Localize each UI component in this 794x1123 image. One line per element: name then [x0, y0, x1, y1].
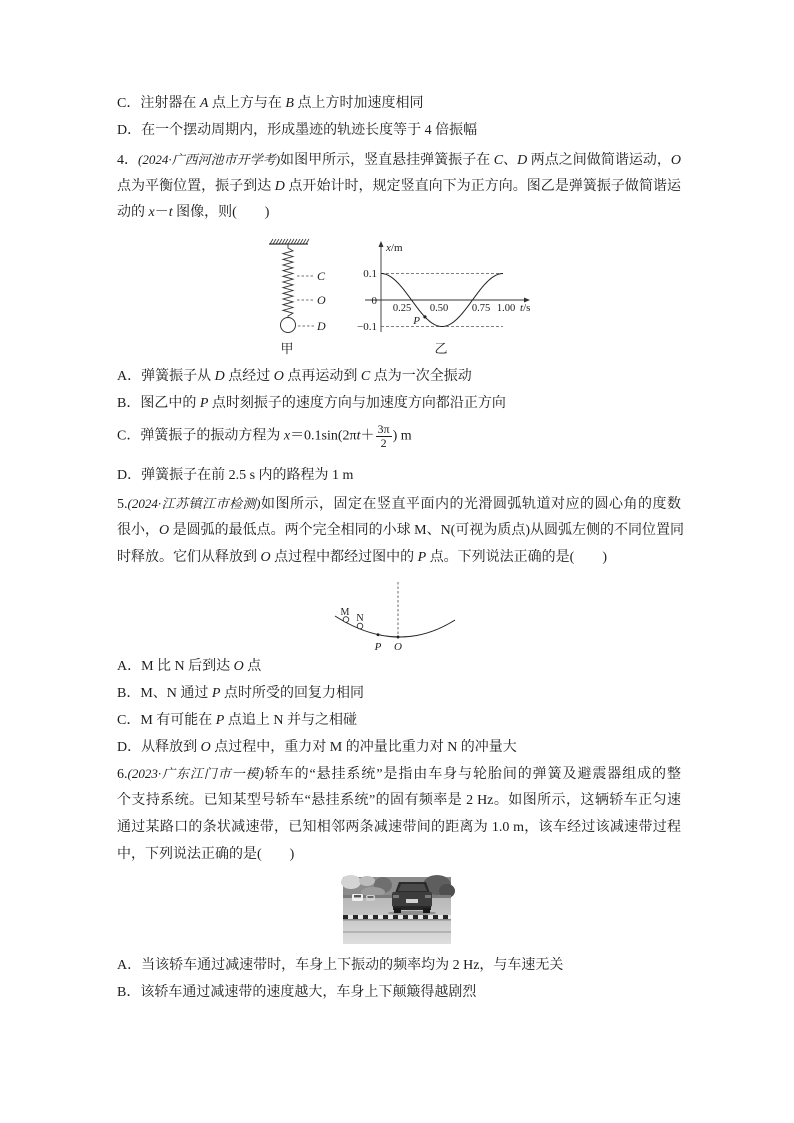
label-m: M: [340, 607, 350, 618]
q4-option-d: [117, 466, 353, 486]
math-symbol: P: [199, 396, 209, 411]
text-run: ) m: [392, 428, 412, 444]
text-run: B．图乙中的: [117, 396, 200, 411]
text-run: 点开始计时，规定竖直向下为正方向。图乙是弹簧振子做简谐运: [284, 179, 682, 194]
fraction-numerator: 3π: [377, 422, 390, 436]
x-tick-label: 0.75: [471, 303, 491, 314]
text-run: －: [154, 205, 169, 220]
math-symbol: P: [215, 713, 225, 728]
math-symbol: C: [493, 153, 504, 168]
text-run: A．当该轿车通过减速带时，车身上下振动的频率均为 2 Hz，与车速无关: [117, 958, 564, 973]
q6-stem-line-2: [117, 791, 681, 811]
math-symbol: O: [233, 659, 244, 674]
text-run: ＋: [360, 428, 375, 444]
math-symbol: P: [211, 686, 221, 701]
label-c: C: [317, 269, 326, 283]
text-run: 点。下列说法正确的是( ): [426, 550, 608, 565]
math-symbol: O: [670, 153, 682, 168]
text-run: 点再运动到: [283, 369, 361, 384]
text-run: 点上方时加速度相同: [293, 96, 424, 111]
text-run: D．从释放到: [117, 740, 201, 755]
q4-option-c: [117, 423, 412, 450]
y-tick-bottom: −0.1: [357, 321, 377, 333]
q4-stem-line-1: [117, 150, 681, 171]
text-run: 点经过: [224, 369, 274, 384]
y-axis-symbol: x: [386, 242, 391, 254]
point-p-label: P: [413, 315, 420, 327]
text-run: A．M 比 N 后到达: [117, 659, 234, 674]
spring-coil: [283, 244, 293, 318]
x-axis-symbol: t: [520, 302, 524, 314]
math-symbol: P: [417, 550, 427, 565]
text-run: 很小，: [117, 523, 159, 538]
arc-track: [335, 616, 455, 637]
q3-option-d: [117, 121, 477, 141]
text-run: 4．: [117, 153, 139, 168]
math-symbol: t: [168, 205, 173, 220]
text-run: C．弹簧振子的振动方程为: [117, 428, 284, 444]
x-axis-unit: /s: [523, 302, 531, 314]
text-run: 点时刻振子的速度方向与加速度方向都沿正方向: [208, 396, 506, 411]
y-axis-arrow: [379, 241, 384, 247]
y-axis-label: [385, 242, 403, 254]
label-n: N: [356, 613, 364, 624]
text-run: 如图甲所示，竖直悬挂弹簧振子在: [280, 153, 494, 168]
arc-track-figure: [330, 578, 460, 654]
math-symbol: B: [285, 96, 294, 111]
q5-stem-line-3: [117, 548, 607, 568]
text-run: 点过程中都经过图中的: [270, 550, 418, 565]
text-run: ＝0.1sin(2π: [290, 428, 357, 444]
ceiling-hatch: [270, 239, 309, 244]
text-run: 图像，则( ): [172, 205, 270, 220]
math-symbol: O: [159, 523, 170, 538]
source-tag: (2024·江苏镇江市检测): [127, 496, 261, 511]
text-run: 6.: [117, 767, 128, 782]
text-run: 点: [243, 659, 262, 674]
y-tick-zero: 0: [371, 295, 377, 307]
q6-option-a: [117, 956, 563, 976]
point-o-marker: [397, 636, 400, 639]
math-symbol: D: [517, 153, 528, 168]
math-symbol: x: [148, 205, 155, 220]
fraction: [376, 423, 392, 450]
oscillator-ball: [281, 318, 296, 333]
math-symbol: A: [199, 96, 209, 111]
q5-stem-line-1: [117, 494, 681, 515]
figure-caption-yi: 乙: [434, 341, 448, 356]
x-axis-label: [520, 302, 530, 314]
math-symbol: t: [356, 428, 361, 444]
text-run: C．注射器在: [117, 96, 200, 111]
q5-option-a: [117, 657, 261, 677]
y-tick-top: 0.1: [363, 268, 377, 280]
point-p-marker: [377, 633, 380, 636]
x-tick-label: 1.00: [496, 303, 516, 314]
text-run: 点追上 N 并与之相碰: [224, 713, 357, 728]
math-symbol: O: [260, 550, 271, 565]
text-run: 、: [503, 153, 518, 168]
source-tag: (2024·广西河池市开学考): [138, 152, 281, 167]
text-run: C．M 有可能在: [117, 713, 216, 728]
q5-option-d: [117, 738, 517, 758]
label-o: O: [317, 293, 326, 307]
text-run: D．弹簧振子在前 2.5 s 内的路程为 1 m: [117, 468, 354, 483]
text-run: 个支持系统。已知某型号轿车“悬挂系统”的固有频率是 2 Hz。如图所示，这辆轿车正匀速: [117, 793, 681, 808]
label-p: P: [374, 641, 382, 653]
text-run: D．在一个摆动周期内，形成墨迹的轨迹长度等于 4 倍振幅: [117, 123, 478, 138]
text-run: 是圆弧的最低点。两个完全相同的小球 M、N(可视为质点)从圆弧左侧的不同位置同: [169, 523, 685, 538]
text-run: 轿车的“悬挂系统”是指由车身与轮胎间的弹簧及避震器组成的整: [263, 767, 681, 782]
math-symbol: O: [200, 740, 211, 755]
text-run: 5.: [117, 497, 128, 512]
math-symbol: O: [273, 369, 284, 384]
label-d: D: [317, 319, 326, 333]
q6-stem-line-1: [117, 764, 681, 785]
text-run: 点为一次全振动: [370, 369, 472, 384]
text-run: 如图所示，固定在竖直平面内的光滑圆弧轨道对应的圆心角的度数: [260, 497, 681, 512]
text-run: A．弹簧振子从: [117, 369, 215, 384]
text-run: 点为平衡位置，振子到达: [117, 179, 275, 194]
x-tick-label: 0.25: [392, 303, 412, 314]
photo-speed-bump: [343, 915, 451, 919]
photo-speed-bump-shadow: [343, 919, 451, 921]
text-run: B．该轿车通过减速带的速度越大，车身上下颠簸得越剧烈: [117, 985, 477, 1000]
text-run: 两点之间做简谐运动，: [527, 153, 671, 168]
math-symbol: x: [283, 428, 291, 444]
point-p-marker: [423, 315, 426, 318]
label-o: O: [394, 641, 402, 653]
figure-caption-jia: 甲: [280, 341, 294, 356]
y-axis-unit: /m: [390, 242, 403, 254]
text-run: 通过某路口的条状减速带，已知相邻两条减速带间的距离为 1.0 m，该车经过该减速带过程: [117, 820, 681, 835]
q4-option-a: [117, 367, 472, 387]
fraction-denominator: 2: [380, 436, 387, 450]
q6-stem-line-4: [117, 845, 294, 865]
text-run: 点上方与在: [208, 96, 286, 111]
math-symbol: D: [274, 179, 285, 194]
text-run: 动的: [117, 205, 149, 220]
q6-option-b: [117, 983, 476, 1003]
q6-stem-line-3: [117, 818, 681, 838]
ball-n: [357, 623, 363, 629]
x-t-graph: [350, 236, 540, 358]
source-tag: (2023·广东江门市一模): [127, 766, 264, 781]
text-run: B．M、N 通过: [117, 686, 212, 701]
math-symbol: D: [214, 369, 225, 384]
speed-bump-photo: [343, 877, 451, 944]
spring-oscillator-figure: [262, 236, 334, 358]
text-run: 点过程中，重力对 M 的冲量比重力对 N 的冲量大: [210, 740, 517, 755]
q4-stem-line-2: [117, 177, 681, 197]
x-tick-label: 0.50: [429, 303, 449, 314]
q5-option-b: [117, 684, 364, 704]
photo-far-bump: [343, 931, 451, 933]
math-symbol: C: [360, 369, 371, 384]
q3-option-c: [117, 94, 423, 114]
q5-stem-line-2: [117, 521, 685, 541]
text-run: 时释放。它们从释放到: [117, 550, 261, 565]
text-run: 点时所受的回复力相同: [220, 686, 364, 701]
q4-option-b: [117, 394, 506, 414]
text-run: 中，下列说法正确的是( ): [117, 847, 295, 862]
q5-option-c: [117, 711, 357, 731]
q4-stem-line-3: [117, 203, 269, 223]
